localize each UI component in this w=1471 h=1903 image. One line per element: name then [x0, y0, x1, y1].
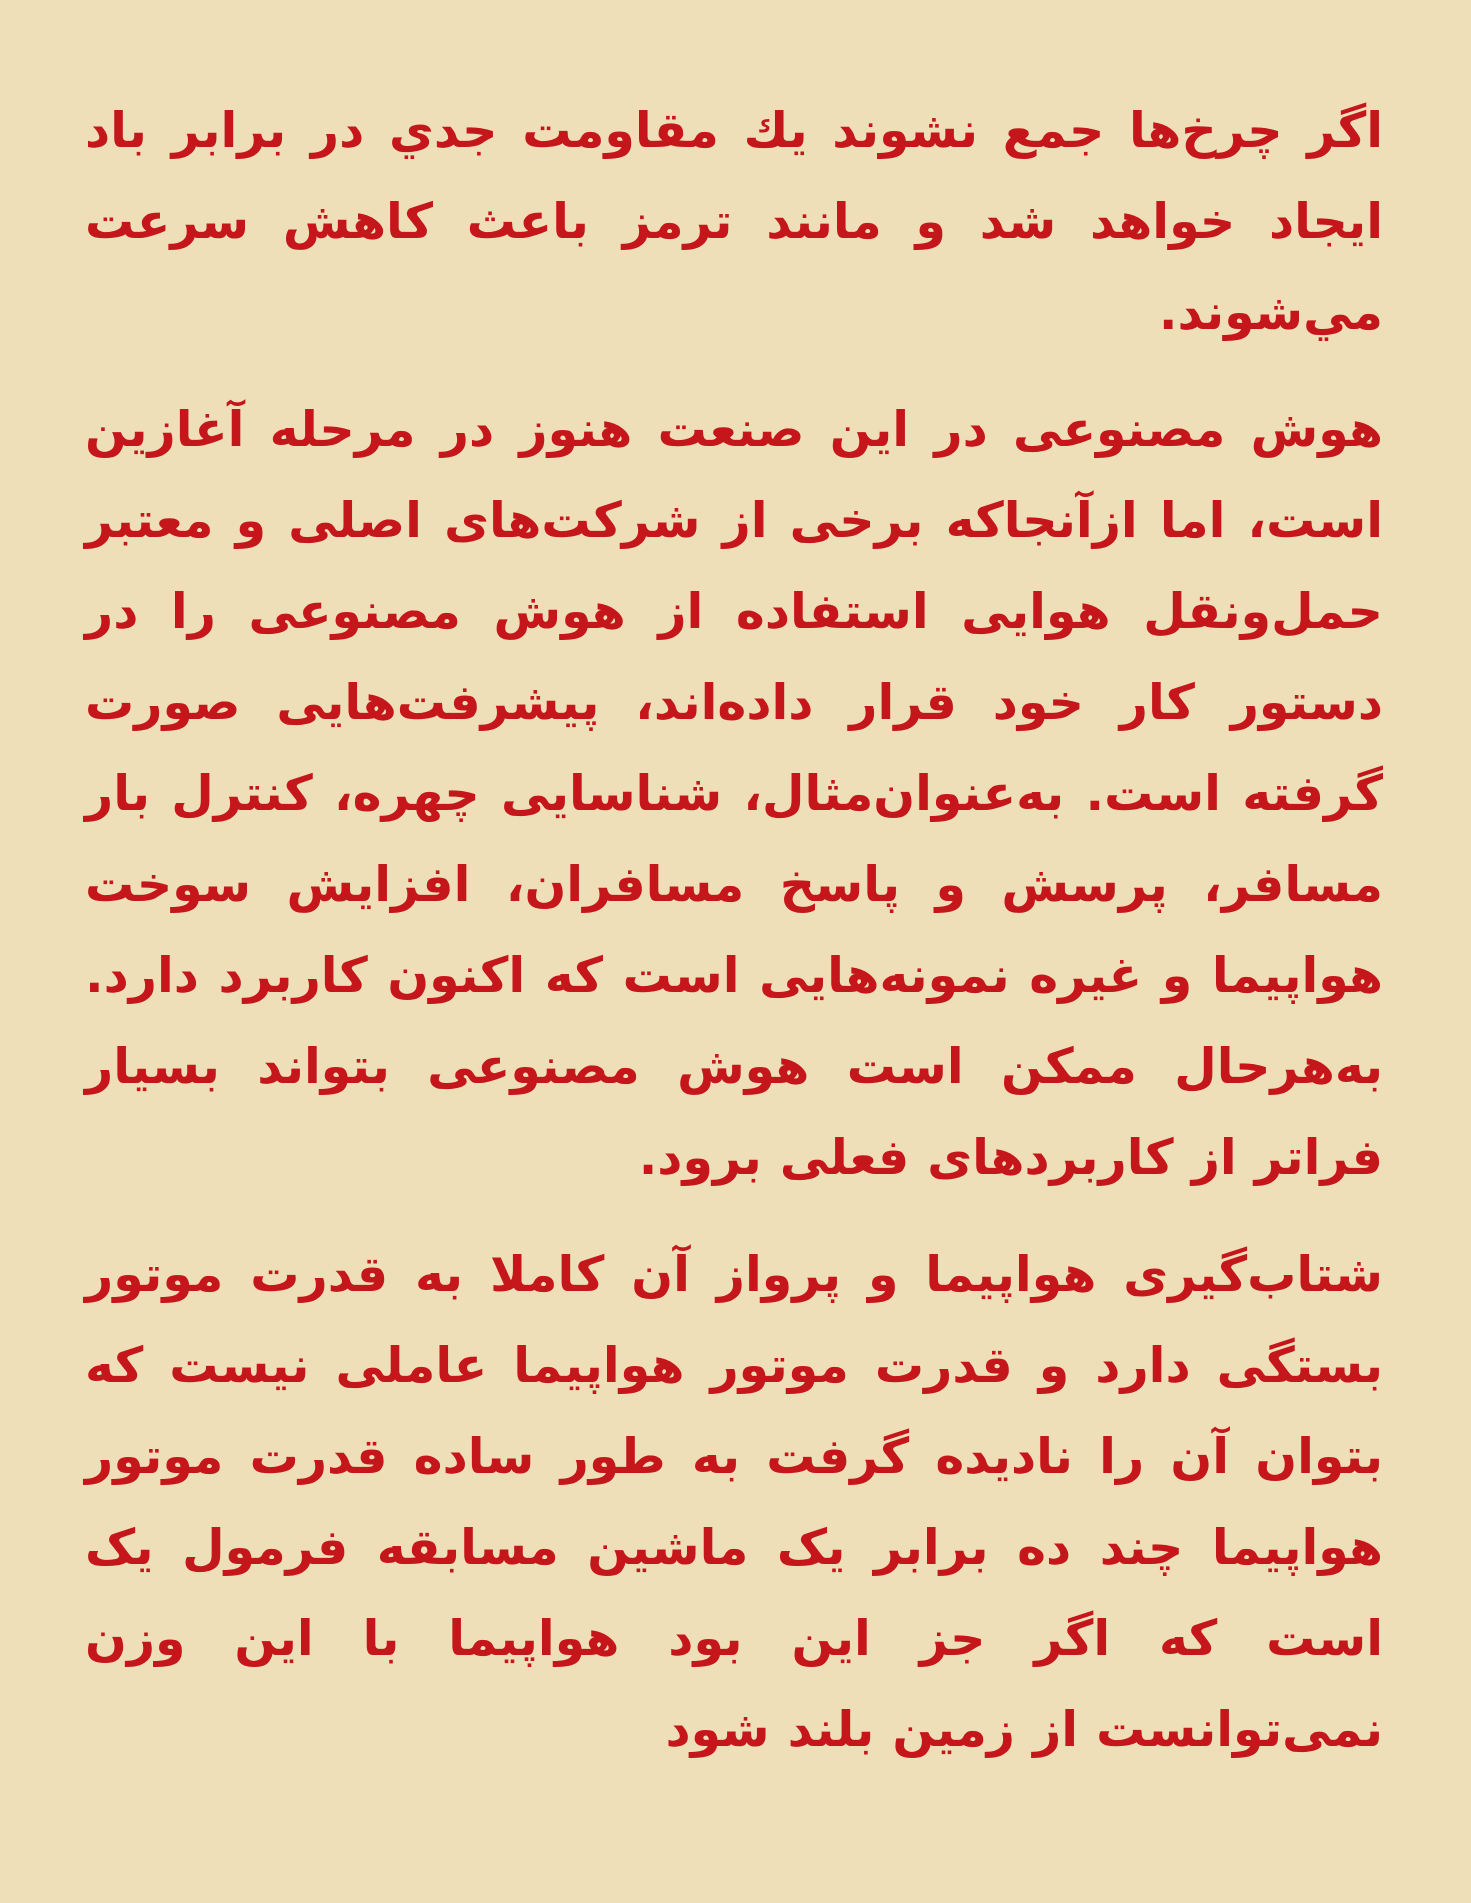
paragraph-engine-power: شتاب‌گیری هواپیما و پرواز آن کاملا به قدرت موتور بستگی دارد و قدرت موتور هواپیما عاملی نیست که بتوان آن را نادیده گرفت به طور ساده قدرت موتور هواپیما چند ده برابر یک ماشین مسابقه فرمول یک است که اگر جز این بود هواپیما با این وزن نمی‌توانست از زمین بلند شود: [85, 1246, 1383, 1758]
paragraph-artificial-intelligence: هوش مصنوعی در این صنعت هنوز در مرحله آغازین است، اما ازآنجاکه برخی از شرکت‌های اصلی و معتبر حمل‌ونقل هوایی استفاده از هوش مصنوعی را در دستور کار خود قرار داده‌اند، پیشرفت‌هایی صورت گرفته است. به‌عنوان‌مثال، شناسایی چهره، کنترل بار مسافر، پرسش و پاسخ مسافران، افزایش سوخت هواپیما و غیره نمونه‌هایی است که اکنون کاربرد دارد. به‌هرحال ممکن است هوش مصنوعی بتواند بسیار فراتر از کاربردهای فعلی برود.: [85, 401, 1383, 1186]
article-body: [85, 85, 1383, 1775]
paragraph-landing-gear: اگر چرخ‌ها جمع نشوند يك مقاومت جدي در برابر باد ايجاد خواهد شد و مانند ترمز باعث كاهش سرعت مي‌شوند.: [85, 102, 1383, 341]
